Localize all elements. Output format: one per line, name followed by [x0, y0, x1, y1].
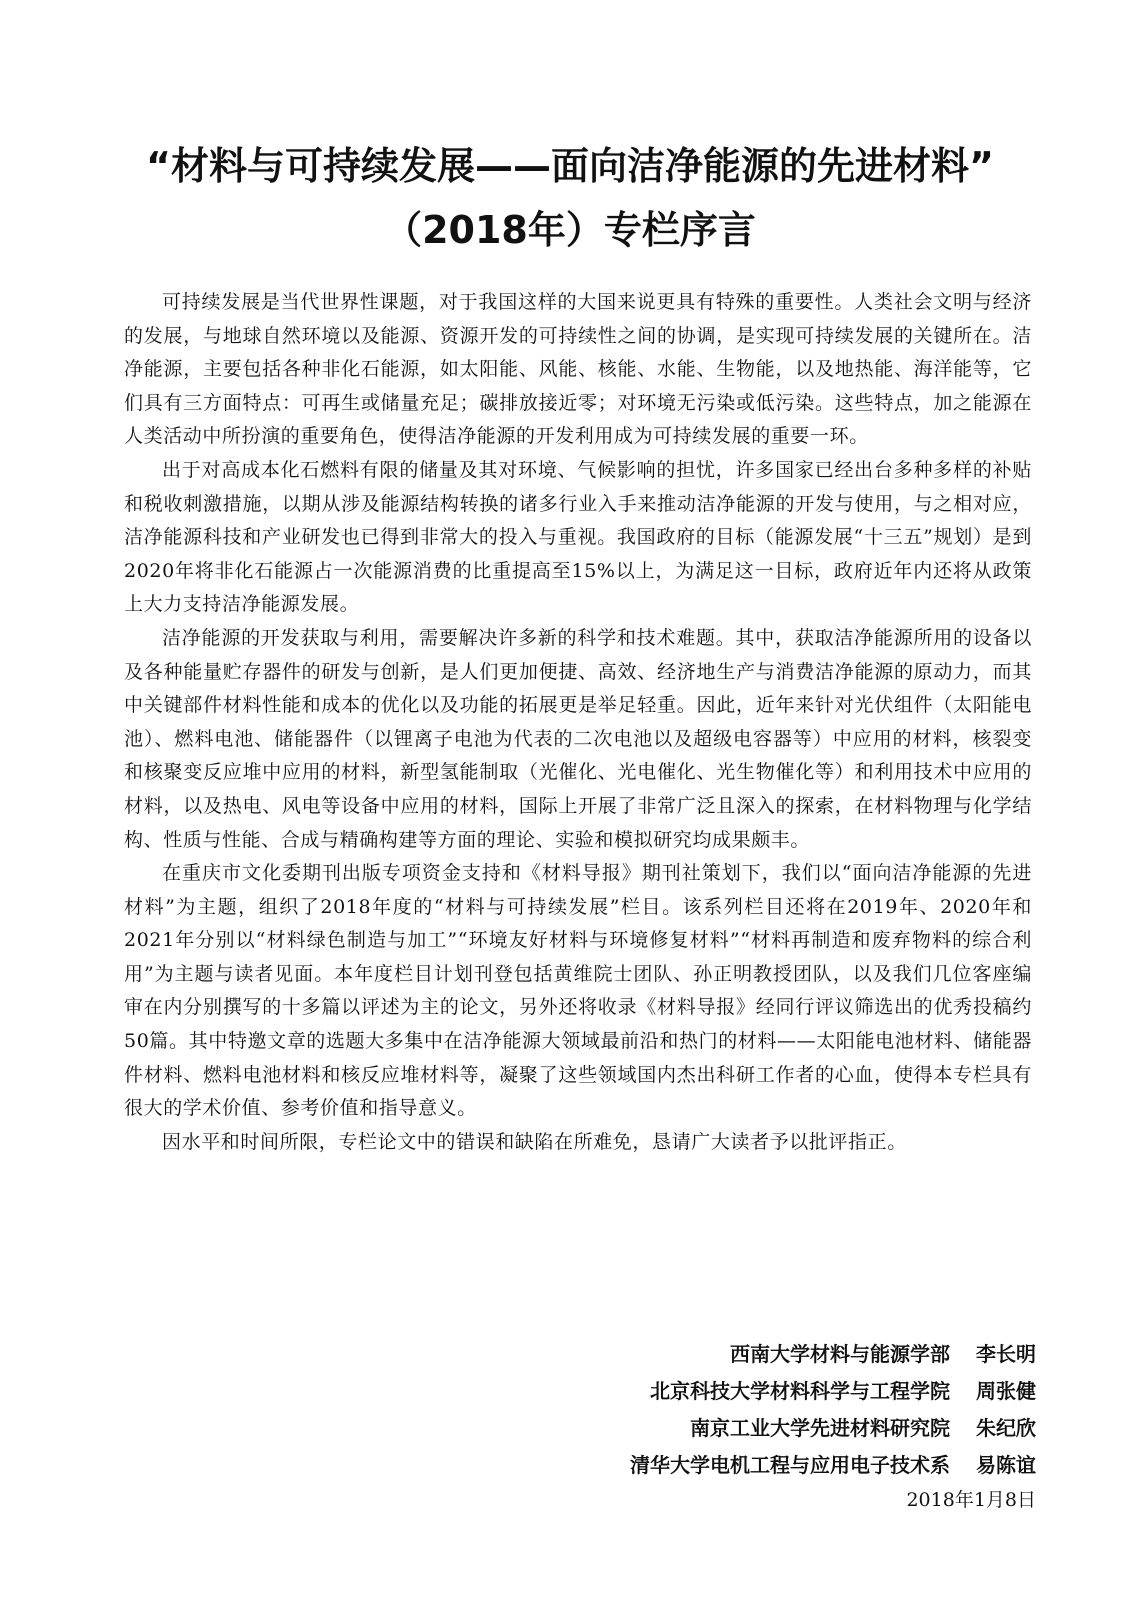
signature-affiliation: 西南大学材料与能源学部 [730, 1342, 950, 1366]
paragraph-5: 因水平和时间所限，专栏论文中的错误和缺陷在所难免，恳请广大读者予以批评指正。 [162, 1130, 907, 1153]
signature-affiliation: 南京工业大学先进材料研究院 [690, 1416, 950, 1440]
signature-affiliation: 北京科技大学材料科学与工程学院 [650, 1379, 950, 1403]
paragraph-2: 出于对高成本化石燃料有限的储量及其对环境、气候影响的担忧，许多国家已经出台多种多样的补贴和税收刺激措施，以期从涉及能源结构转换的诸多行业入手来推动洁净能源的开发与使用，与之相对应，洁净能源科技和产业研发也已得到非常大的投入与重视。我国政府的目标（能源发展“十三五”规划）是到2020年将非化石能源占一次能源消费的比重提高至15%以上，为满足这一目标，政府近年内还将从政策上大力支持洁净能源发展。 [124, 458, 1032, 616]
signature-affiliation: 清华大学电机工程与应用电子技术系 [630, 1453, 950, 1477]
title-line-1: “材料与可持续发展——面向洁净能源的先进材料” [146, 144, 994, 188]
signature-name: 朱纪欣 [976, 1416, 1036, 1440]
signature-name: 周张健 [976, 1379, 1036, 1403]
signature-name: 易陈谊 [976, 1453, 1036, 1477]
signature-block [630, 1336, 1036, 1517]
signature-row [630, 1373, 1036, 1410]
paragraph-3: 洁净能源的开发获取与利用，需要解决许多新的科学和技术难题。其中，获取洁净能源所用的设备以及各种能量贮存器件的研发与创新，是人们更加便捷、高效、经济地生产与消费洁净能源的原动力，而其中关键部件材料性能和成本的优化以及功能的拓展更是举足轻重。因此，近年来针对光伏组件（太阳能电池）、燃料电池、储能器件（以锂离子电池为代表的二次电池以及超级电容器等）中应用的材料，核裂变和核聚变反应堆中应用的材料，新型氢能制取（光催化、光电催化、光生物催化等）和利用技术中应用的材料，以及热电、风电等设备中应用的材料，国际上开展了非常广泛且深入的探索，在材料物理与化学结构、性质与性能、合成与精确构建等方面的理论、实验和模拟研究均成果颇丰。 [124, 626, 1032, 851]
paragraph-1: 可持续发展是当代世界性课题，对于我国这样的大国来说更具有特殊的重要性。人类社会文明与经济的发展，与地球自然环境以及能源、资源开发的可持续性之间的协调，是实现可持续发展的关键所在。洁净能源，主要包括各种非化石能源，如太阳能、风能、核能、水能、生物能，以及地热能、海洋能等，它们具有三方面特点：可再生或储量充足；碳排放接近零；对环境无污染或低污染。这些特点，加之能源在人类活动中所扮演的重要角色，使得洁净能源的开发利用成为可持续发展的重要一环。 [124, 291, 1032, 448]
signature-date: 2018年1月8日 [906, 1489, 1036, 1511]
signature-name: 李长明 [976, 1342, 1036, 1366]
signature-row [630, 1410, 1036, 1447]
signature-row [630, 1447, 1036, 1484]
title-line-2: （2018年）专栏序言 [384, 208, 756, 252]
signature-row [630, 1336, 1036, 1373]
body-text [124, 286, 1032, 1159]
paragraph-4: 在重庆市文化委期刊出版专项资金支持和《材料导报》期刊社策划下，我们以“面向洁净能源的先进材料”为主题，组织了2018年度的“材料与可持续发展”栏目。该系列栏目还将在2019年、2020年和2021年分别以“材料绿色制造与加工”“环境友好材料与环境修复材料”“材料再制造和废弃物料的综合利用”为主题与读者见面。本年度栏目计划刊登包括黄维院士团队、孙正明教授团队，以及我们几位客座编审在内分别撰写的十多篇以评述为主的论文，另外还将收录《材料导报》经同行评议筛选出的优秀投稿约50篇。其中特邀文章的选题大多集中在洁净能源大领域最前沿和热门的材料——太阳能电池材料、储能器件材料、燃料电池材料和核反应堆材料等，凝聚了这些领域国内杰出科研工作者的心血，使得本专栏具有很大的学术价值、参考价值和指导意义。 [124, 862, 1032, 1120]
page-title [0, 134, 1140, 262]
